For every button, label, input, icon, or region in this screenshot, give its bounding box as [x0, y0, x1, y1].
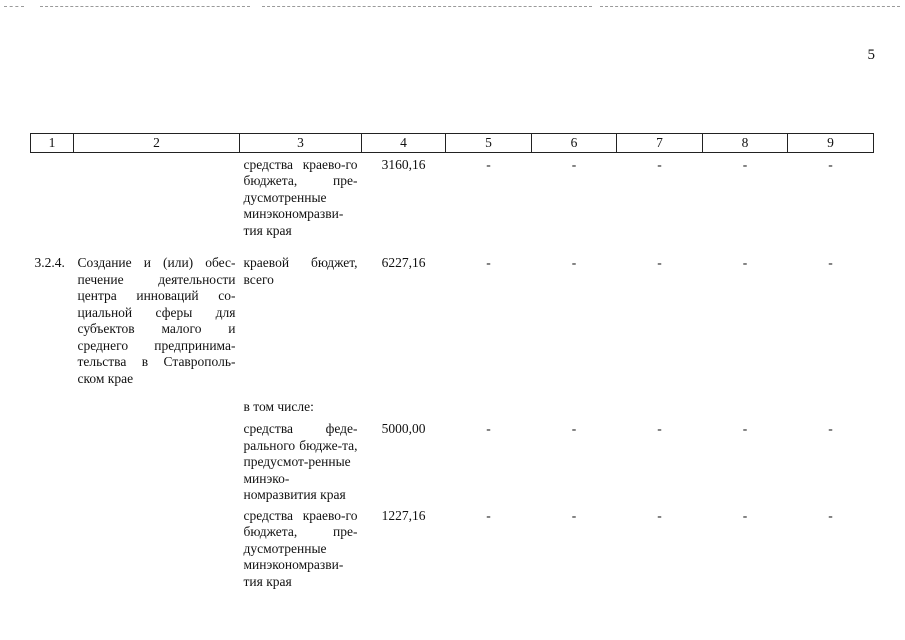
table-row: [31, 417, 874, 504]
scan-artifact-line: [4, 6, 24, 7]
column-number-1: 1: [31, 134, 74, 153]
year-value: -: [742, 421, 748, 436]
year-value: -: [657, 507, 662, 523]
funding-source: краевой бюджет, всего: [243, 255, 358, 287]
funding-source: средства феде-рального бюдже-та, предусмот-ренные минэко-номразвития края: [243, 421, 358, 502]
scan-artifact-line: [600, 6, 900, 7]
measure-name: [74, 417, 240, 504]
year-value: -: [828, 156, 833, 172]
funding-source: в том числе:: [243, 399, 314, 414]
row-number: [31, 387, 74, 417]
year-value: -: [571, 507, 577, 523]
scan-artifact-line: [262, 6, 592, 7]
amount-value: [362, 387, 446, 417]
year-value: -: [742, 507, 748, 523]
year-value: -: [657, 255, 662, 270]
amount-value: 3160,16: [381, 156, 426, 172]
column-number-8: 8: [703, 134, 788, 153]
column-number-2: 2: [74, 134, 240, 153]
budget-table: [30, 133, 874, 590]
year-value: -: [571, 421, 577, 436]
amount-value: 1227,16: [381, 507, 426, 523]
column-number-header-row: [31, 134, 874, 153]
year-value: [788, 387, 874, 417]
year-value: -: [486, 507, 491, 523]
measure-name: [74, 504, 240, 591]
year-value: -: [486, 255, 491, 270]
row-number: 3.2.4.: [34, 255, 65, 270]
amount-value: 6227,16: [381, 255, 426, 270]
measure-name: [74, 152, 240, 239]
year-value: -: [657, 421, 662, 436]
table-row: [31, 387, 874, 417]
row-number: [31, 504, 74, 591]
year-value: [446, 387, 532, 417]
year-value: -: [486, 156, 491, 172]
column-number-7: 7: [617, 134, 703, 153]
column-number-3: 3: [240, 134, 362, 153]
table-row: [31, 239, 874, 387]
amount-value: 5000,00: [381, 421, 426, 436]
scan-artifact-line: [40, 6, 250, 7]
row-number: [31, 417, 74, 504]
year-value: -: [571, 255, 577, 270]
funding-source: средства краево-го бюджета, пре-дусмотренные минэкономразви-тия края: [243, 156, 358, 238]
year-value: -: [657, 156, 662, 172]
table-row: [31, 152, 874, 239]
year-value: -: [742, 255, 748, 270]
year-value: [703, 387, 788, 417]
year-value: -: [742, 156, 748, 172]
column-number-5: 5: [446, 134, 532, 153]
column-number-4: 4: [362, 134, 446, 153]
page-number: 5: [867, 47, 875, 63]
measure-name: [74, 387, 240, 417]
year-value: -: [828, 421, 833, 436]
column-number-6: 6: [532, 134, 617, 153]
year-value: [617, 387, 703, 417]
row-number: [31, 152, 74, 239]
year-value: -: [828, 507, 833, 523]
year-value: -: [571, 156, 577, 172]
year-value: [532, 387, 617, 417]
column-number-9: 9: [788, 134, 874, 153]
year-value: -: [828, 255, 833, 270]
table-row: [31, 504, 874, 591]
funding-source: средства краево-го бюджета, пре-дусмотренные минэкономразви-тия края: [243, 507, 358, 589]
year-value: -: [486, 421, 491, 436]
measure-name: Создание и (или) обес-печение деятельности центра инноваций со-циальной сферы для субъектов малого и среднего предпринима-тельства в Ставрополь-ском крае: [77, 255, 236, 386]
